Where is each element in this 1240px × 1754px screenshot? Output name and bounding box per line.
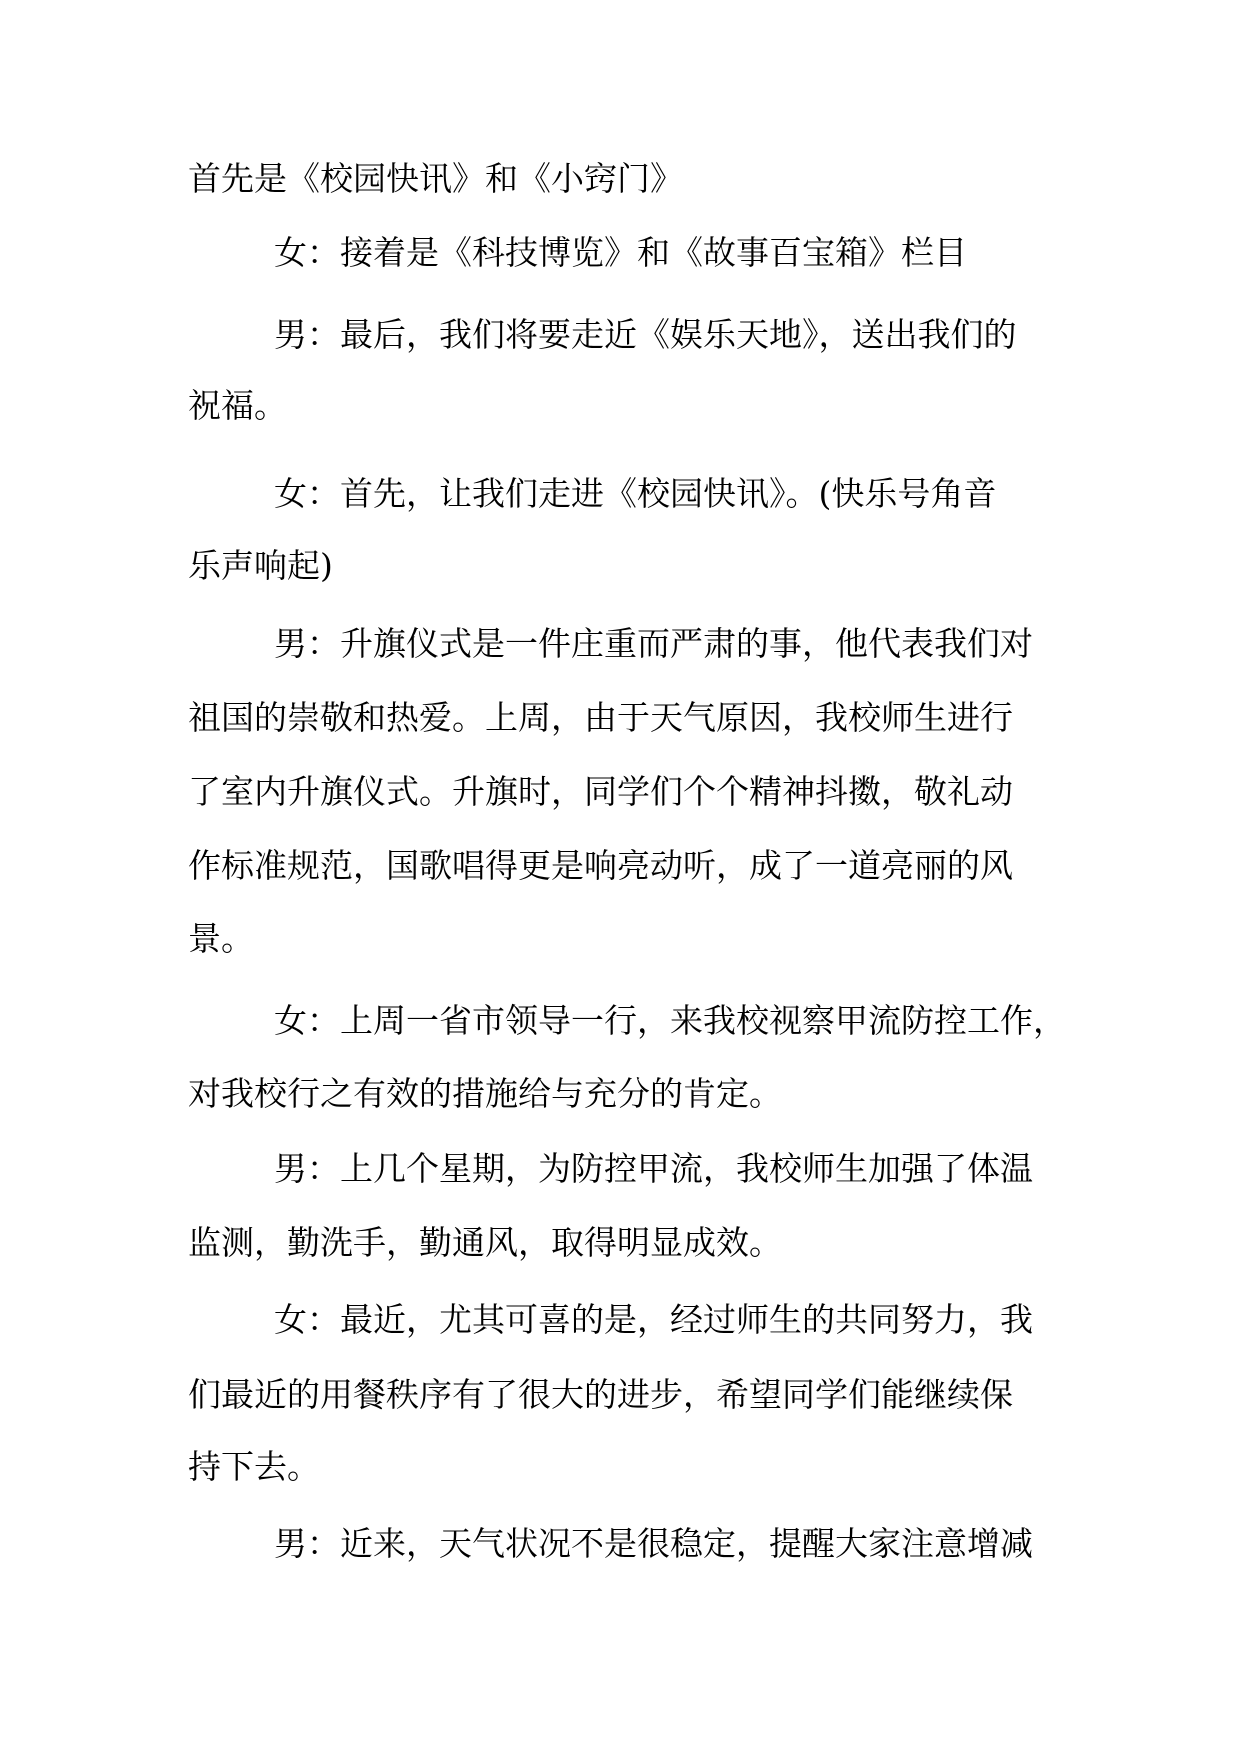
text-line-11: 景。 <box>188 919 254 958</box>
text-line-13: 对我校行之有效的措施给与充分的肯定。 <box>188 1074 782 1113</box>
text-line-18: 持下去。 <box>188 1447 320 1486</box>
text-line-5: 女：首先，让我们走进《校园快讯》。(快乐号角音 <box>274 474 997 513</box>
text-line-14: 男：上几个星期，为防控甲流，我校师生加强了体温 <box>274 1149 1033 1188</box>
text-line-6: 乐声响起) <box>188 546 333 585</box>
text-line-19: 男：近来，天气状况不是很稳定，提醒大家注意增减 <box>274 1524 1033 1563</box>
text-line-2: 女：接着是《科技博览》和《故事百宝箱》栏目 <box>274 233 967 272</box>
text-line-8: 祖国的崇敬和热爱。上周，由于天气原因，我校师生进行 <box>188 698 1013 737</box>
text-line-16: 女：最近，尤其可喜的是，经过师生的共同努力，我 <box>274 1300 1033 1339</box>
text-line-17: 们最近的用餐秩序有了很大的进步，希望同学们能继续保 <box>188 1375 1013 1414</box>
text-line-10: 作标准规范，国歌唱得更是响亮动听，成了一道亮丽的风 <box>188 846 1013 885</box>
text-line-1: 首先是《校园快讯》和《小窍门》 <box>188 159 683 198</box>
text-line-3: 男：最后，我们将要走近《娱乐天地》，送出我们的 <box>274 315 1017 354</box>
text-line-4: 祝福。 <box>188 386 287 425</box>
text-line-12: 女：上周一省市领导一行，来我校视察甲流防控工作， <box>274 1001 1066 1040</box>
text-line-15: 监测，勤洗手，勤通风，取得明显成效。 <box>188 1223 782 1262</box>
text-line-9: 了室内升旗仪式。升旗时，同学们个个精神抖擞，敬礼动 <box>188 772 1013 811</box>
text-line-7: 男：升旗仪式是一件庄重而严肃的事，他代表我们对 <box>274 624 1033 663</box>
